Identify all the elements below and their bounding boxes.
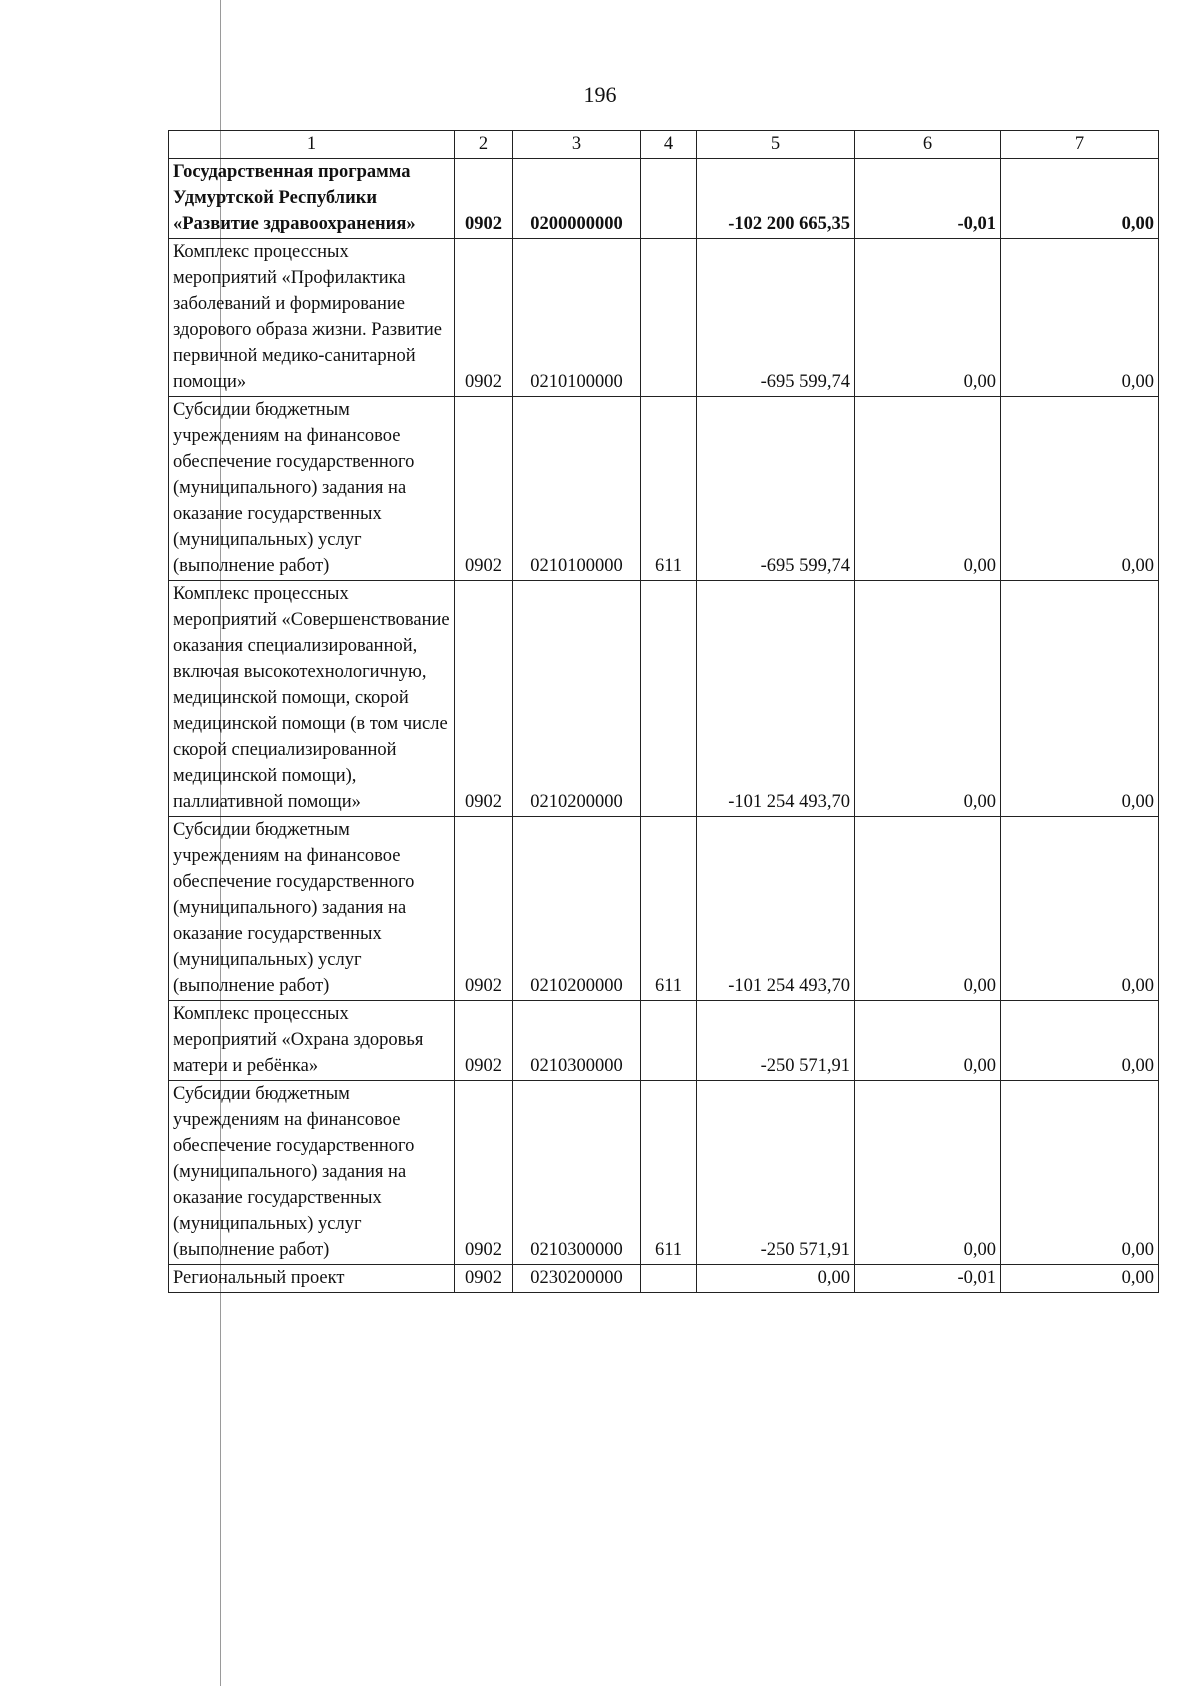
amount-col6-cell: 0,00 xyxy=(855,581,1001,817)
amount-col7-cell: 0,00 xyxy=(1001,581,1159,817)
section-code-cell: 0902 xyxy=(455,1081,513,1265)
table-row xyxy=(169,1081,1159,1265)
amount-col5-cell: -101 254 493,70 xyxy=(697,581,855,817)
page-number: 196 xyxy=(583,82,617,107)
table-row xyxy=(169,817,1159,1001)
amount-col5-cell: 0,00 xyxy=(697,1265,855,1293)
column-header: 7 xyxy=(1001,131,1159,159)
amount-col7-cell: 0,00 xyxy=(1001,159,1159,239)
row-name-cell: Субсидии бюджетным учреждениям на финансовое обеспечение государственного (муниципального) задания на оказание государственных (муниципальных) услуг (выполнение работ) xyxy=(169,1081,455,1265)
column-header: 5 xyxy=(697,131,855,159)
expense-type-cell xyxy=(641,581,697,817)
amount-col5-cell: -695 599,74 xyxy=(697,397,855,581)
row-name-cell: Комплекс процессных мероприятий «Профилактика заболеваний и формирование здорового образа жизни. Развитие первичной медико-санитарной помощи» xyxy=(169,239,455,397)
row-name-cell: Государственная программа Удмуртской Республики «Развитие здравоохранения» xyxy=(169,159,455,239)
section-code-cell: 0902 xyxy=(455,817,513,1001)
amount-col5-cell: -695 599,74 xyxy=(697,239,855,397)
expense-type-cell: 611 xyxy=(641,397,697,581)
target-code-cell: 0210200000 xyxy=(513,581,641,817)
amount-col5-cell: -250 571,91 xyxy=(697,1001,855,1081)
amount-col7-cell: 0,00 xyxy=(1001,1081,1159,1265)
expense-type-cell xyxy=(641,1001,697,1081)
row-name-cell: Региональный проект xyxy=(169,1265,455,1293)
row-name-cell: Субсидии бюджетным учреждениям на финансовое обеспечение государственного (муниципального) задания на оказание государственных (муниципальных) услуг (выполнение работ) xyxy=(169,817,455,1001)
column-header: 4 xyxy=(641,131,697,159)
amount-col6-cell: 0,00 xyxy=(855,1001,1001,1081)
target-code-cell: 0200000000 xyxy=(513,159,641,239)
expense-type-cell: 611 xyxy=(641,817,697,1001)
amount-col5-cell: -250 571,91 xyxy=(697,1081,855,1265)
amount-col7-cell: 0,00 xyxy=(1001,817,1159,1001)
amount-col6-cell: 0,00 xyxy=(855,817,1001,1001)
table-row xyxy=(169,1265,1159,1293)
target-code-cell: 0210100000 xyxy=(513,397,641,581)
amount-col7-cell: 0,00 xyxy=(1001,239,1159,397)
target-code-cell: 0210300000 xyxy=(513,1001,641,1081)
table-row xyxy=(169,1001,1159,1081)
table-row xyxy=(169,159,1159,239)
section-code-cell: 0902 xyxy=(455,239,513,397)
section-code-cell: 0902 xyxy=(455,581,513,817)
target-code-cell: 0210100000 xyxy=(513,239,641,397)
table-row xyxy=(169,239,1159,397)
amount-col6-cell: -0,01 xyxy=(855,1265,1001,1293)
target-code-cell: 0210200000 xyxy=(513,817,641,1001)
target-code-cell: 0230200000 xyxy=(513,1265,641,1293)
column-header: 3 xyxy=(513,131,641,159)
budget-table xyxy=(168,130,1159,1293)
column-header: 1 xyxy=(169,131,455,159)
column-header: 6 xyxy=(855,131,1001,159)
row-name-cell: Субсидии бюджетным учреждениям на финансовое обеспечение государственного (муниципального) задания на оказание государственных (муниципальных) услуг (выполнение работ) xyxy=(169,397,455,581)
amount-col7-cell: 0,00 xyxy=(1001,397,1159,581)
row-name-cell: Комплекс процессных мероприятий «Охрана здоровья матери и ребёнка» xyxy=(169,1001,455,1081)
amount-col6-cell: 0,00 xyxy=(855,1081,1001,1265)
amount-col6-cell: 0,00 xyxy=(855,239,1001,397)
expense-type-cell xyxy=(641,239,697,397)
amount-col7-cell: 0,00 xyxy=(1001,1001,1159,1081)
amount-col5-cell: -102 200 665,35 xyxy=(697,159,855,239)
row-name-cell: Комплекс процессных мероприятий «Совершенствование оказания специализированной, включая высокотехнологичную, медицинской помощи, скорой медицинской помощи (в том числе скорой специализированной медицинской помощи), паллиативной помощи» xyxy=(169,581,455,817)
expense-type-cell xyxy=(641,159,697,239)
section-code-cell: 0902 xyxy=(455,1265,513,1293)
amount-col6-cell: 0,00 xyxy=(855,397,1001,581)
target-code-cell: 0210300000 xyxy=(513,1081,641,1265)
table-row xyxy=(169,581,1159,817)
expense-type-cell: 611 xyxy=(641,1081,697,1265)
amount-col6-cell: -0,01 xyxy=(855,159,1001,239)
column-number-row xyxy=(169,131,1159,159)
expense-type-cell xyxy=(641,1265,697,1293)
column-header: 2 xyxy=(455,131,513,159)
section-code-cell: 0902 xyxy=(455,1001,513,1081)
section-code-cell: 0902 xyxy=(455,159,513,239)
amount-col7-cell: 0,00 xyxy=(1001,1265,1159,1293)
table-row xyxy=(169,397,1159,581)
amount-col5-cell: -101 254 493,70 xyxy=(697,817,855,1001)
section-code-cell: 0902 xyxy=(455,397,513,581)
